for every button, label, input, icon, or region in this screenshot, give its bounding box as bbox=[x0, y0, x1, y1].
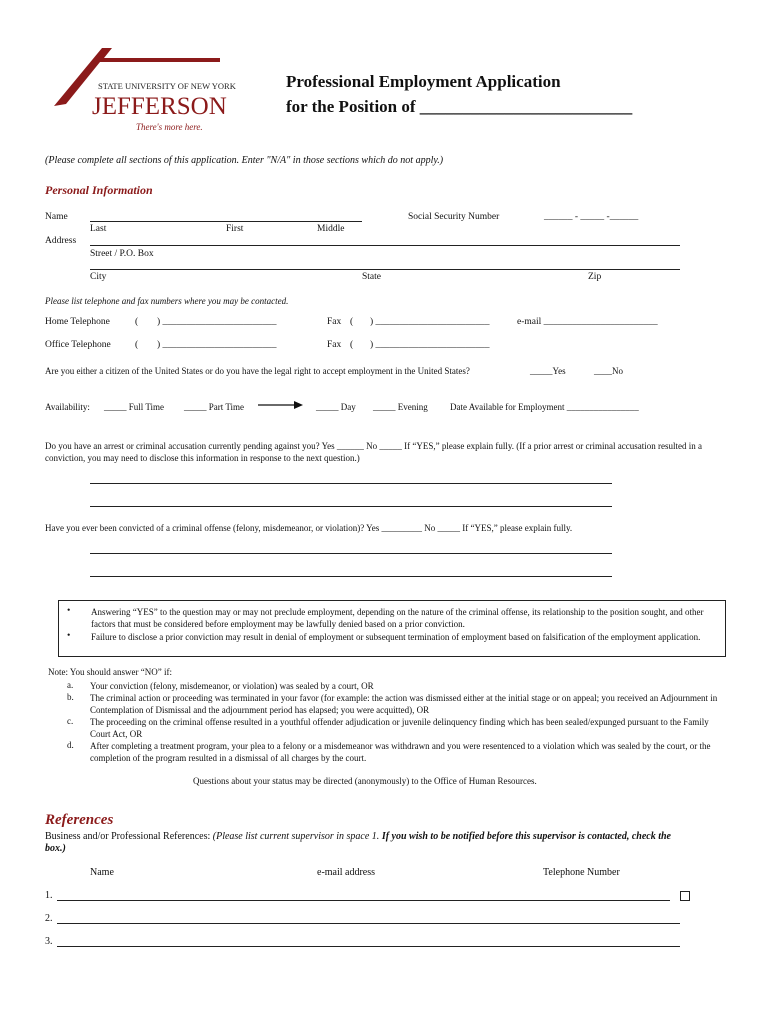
note-c-letter: c. bbox=[67, 716, 74, 726]
page-title: Professional Employment Application bbox=[286, 72, 561, 91]
convicted-explain-line-2[interactable] bbox=[90, 576, 612, 577]
first-label: First bbox=[226, 224, 244, 234]
office-fax-field[interactable]: ) ________________________ bbox=[370, 340, 490, 350]
part-time-option[interactable]: _____ Part Time bbox=[184, 402, 245, 412]
middle-label: Middle bbox=[317, 224, 345, 234]
references-heading: References bbox=[45, 812, 114, 828]
questions-note: Questions about your status may be directed (anonymously) to the Office of Human Resources. bbox=[193, 776, 537, 786]
ref-row-2-field[interactable] bbox=[57, 923, 680, 924]
arrest-explain-line-1[interactable] bbox=[90, 483, 612, 484]
home-tel-label: Home Telephone bbox=[45, 317, 110, 327]
position-line bbox=[286, 97, 632, 117]
notice-bullet-1: Answering “YES” to the question may or may not preclude employment, depending on the nature of the criminal offense, its relationship to the position sought, and other factors that must be considered before employment may be lawfully denied based on a prior conviction. bbox=[91, 607, 704, 629]
availability-label: Availability: bbox=[45, 402, 90, 412]
note-intro: Note: You should answer “NO” if: bbox=[48, 667, 172, 677]
convicted-question: Have you ever been convicted of a criminal offense (felony, misdemeanor, or violation)? Yes _________ No _____ If “YES,” please explain fully. bbox=[45, 523, 573, 533]
ref-row-1-num: 1. bbox=[45, 890, 53, 901]
office-tel-field[interactable]: ) ________________________ bbox=[157, 340, 277, 350]
citizen-question: Are you either a citizen of the United States or do you have the legal right to accept employment in the United States? bbox=[45, 366, 470, 376]
ssn-label: Social Security Number bbox=[408, 212, 500, 222]
fax-field[interactable]: ) ________________________ bbox=[370, 317, 490, 327]
col-phone: Telephone Number bbox=[543, 867, 620, 878]
ref-row-1-field[interactable] bbox=[57, 900, 670, 901]
logo-line2: JEFFERSON bbox=[92, 93, 227, 120]
note-a-letter: a. bbox=[67, 680, 74, 690]
references-intro-italic: (Please list current supervisor in space 1. bbox=[212, 831, 382, 842]
last-label: Last bbox=[90, 224, 107, 234]
evening-option[interactable]: _____ Evening bbox=[373, 402, 428, 412]
zip-label: Zip bbox=[588, 272, 602, 282]
office-tel-label: Office Telephone bbox=[45, 340, 111, 350]
instructions: (Please complete all sections of this application. Enter "N/A" in those sections which do not apply.) bbox=[45, 155, 444, 166]
references-intro-plain: Business and/or Professional References: bbox=[45, 831, 213, 842]
fax-label: Fax bbox=[327, 317, 342, 327]
convicted-explain-line-1[interactable] bbox=[90, 553, 612, 554]
phone-note: Please list telephone and fax numbers where you may be contacted. bbox=[45, 296, 289, 306]
arrow-right-icon bbox=[258, 399, 304, 411]
home-tel-paren: ( bbox=[135, 317, 139, 327]
logo-tagline: There's more here. bbox=[136, 122, 203, 132]
col-name: Name bbox=[90, 867, 114, 878]
bullet-icon: • bbox=[67, 631, 71, 641]
references-intro-bold: If you wish to be notified before this supervisor is contacted, check the box.) bbox=[45, 831, 671, 854]
citizen-yes[interactable]: _____Yes bbox=[530, 366, 566, 376]
address-label: Address bbox=[45, 236, 77, 246]
note-c-text: The proceeding on the criminal offense resulted in a youthful offender adjudication or juvenile delinquency finding which has been sealed/expunged pursuant to the Family Court Act, OR bbox=[90, 717, 709, 739]
position-field[interactable]: _________________________ bbox=[419, 97, 633, 116]
note-d-text: After completing a treatment program, your plea to a felony or a misdemeanor was withdrawn and you were resentenced to a violation which was sealed by the court, or the completion of the program resulted in a dismissal of all charges by the court. bbox=[90, 741, 711, 763]
street-label: Street / P.O. Box bbox=[90, 249, 154, 259]
email-field[interactable]: e-mail ________________________ bbox=[517, 317, 658, 327]
street-field[interactable] bbox=[90, 245, 680, 246]
office-fax-label: Fax bbox=[327, 340, 342, 350]
office-fax-paren: ( bbox=[350, 340, 354, 350]
ref-row-2-num: 2. bbox=[45, 913, 53, 924]
date-available-field[interactable]: Date Available for Employment ________________ bbox=[450, 402, 639, 412]
position-label: for the Position of bbox=[286, 97, 416, 116]
fax-paren: ( bbox=[350, 317, 354, 327]
city-state-zip-field[interactable] bbox=[90, 269, 680, 270]
full-time-option[interactable]: _____ Full Time bbox=[104, 402, 165, 412]
personal-heading: Personal Information bbox=[45, 183, 153, 197]
home-tel-field[interactable]: ) ________________________ bbox=[157, 317, 277, 327]
note-a-text: Your conviction (felony, misdemeanor, or violation) was sealed by a court, OR bbox=[90, 681, 374, 691]
citizen-no[interactable]: ____No bbox=[594, 366, 623, 376]
name-label: Name bbox=[45, 212, 68, 222]
ref-row-3-num: 3. bbox=[45, 936, 53, 947]
day-option[interactable]: _____ Day bbox=[316, 402, 356, 412]
note-b-text: The criminal action or proceeding was terminated in your favor (for example: the action was dismissed either at the initial stage or on appeal; you received an Adjournment in Contemplation of Dismissal and the adjournment period has elapsed; you were acquitted), OR bbox=[90, 693, 718, 715]
notify-checkbox[interactable] bbox=[680, 891, 690, 901]
note-b-letter: b. bbox=[67, 692, 74, 702]
name-field[interactable] bbox=[90, 221, 362, 222]
arrest-explain-line-2[interactable] bbox=[90, 506, 612, 507]
city-label: City bbox=[90, 272, 107, 282]
references-intro bbox=[45, 831, 685, 855]
ref-row-3-field[interactable] bbox=[57, 946, 680, 947]
logo-line1: STATE UNIVERSITY OF NEW YORK bbox=[98, 81, 236, 91]
state-label: State bbox=[362, 272, 381, 282]
office-tel-paren: ( bbox=[135, 340, 139, 350]
col-email: e-mail address bbox=[317, 867, 376, 878]
note-d-letter: d. bbox=[67, 740, 74, 750]
arrest-question: Do you have an arrest or criminal accusation currently pending against you? Yes ______ No _____ If “YES,” please explain fully. (If a prior arrest or criminal accusation resulted in a conviction, you may need to disclose this information in response to the next question.) bbox=[45, 441, 702, 463]
jefferson-logo bbox=[44, 44, 244, 140]
bullet-icon: • bbox=[67, 606, 71, 616]
notice-bullet-2: Failure to disclose a prior conviction may result in denial of employment or subsequent termination of employment based on falsification of the employment application. bbox=[91, 632, 701, 642]
notice-box bbox=[58, 600, 726, 657]
ssn-field[interactable]: ______ - _____ -______ bbox=[544, 212, 639, 222]
